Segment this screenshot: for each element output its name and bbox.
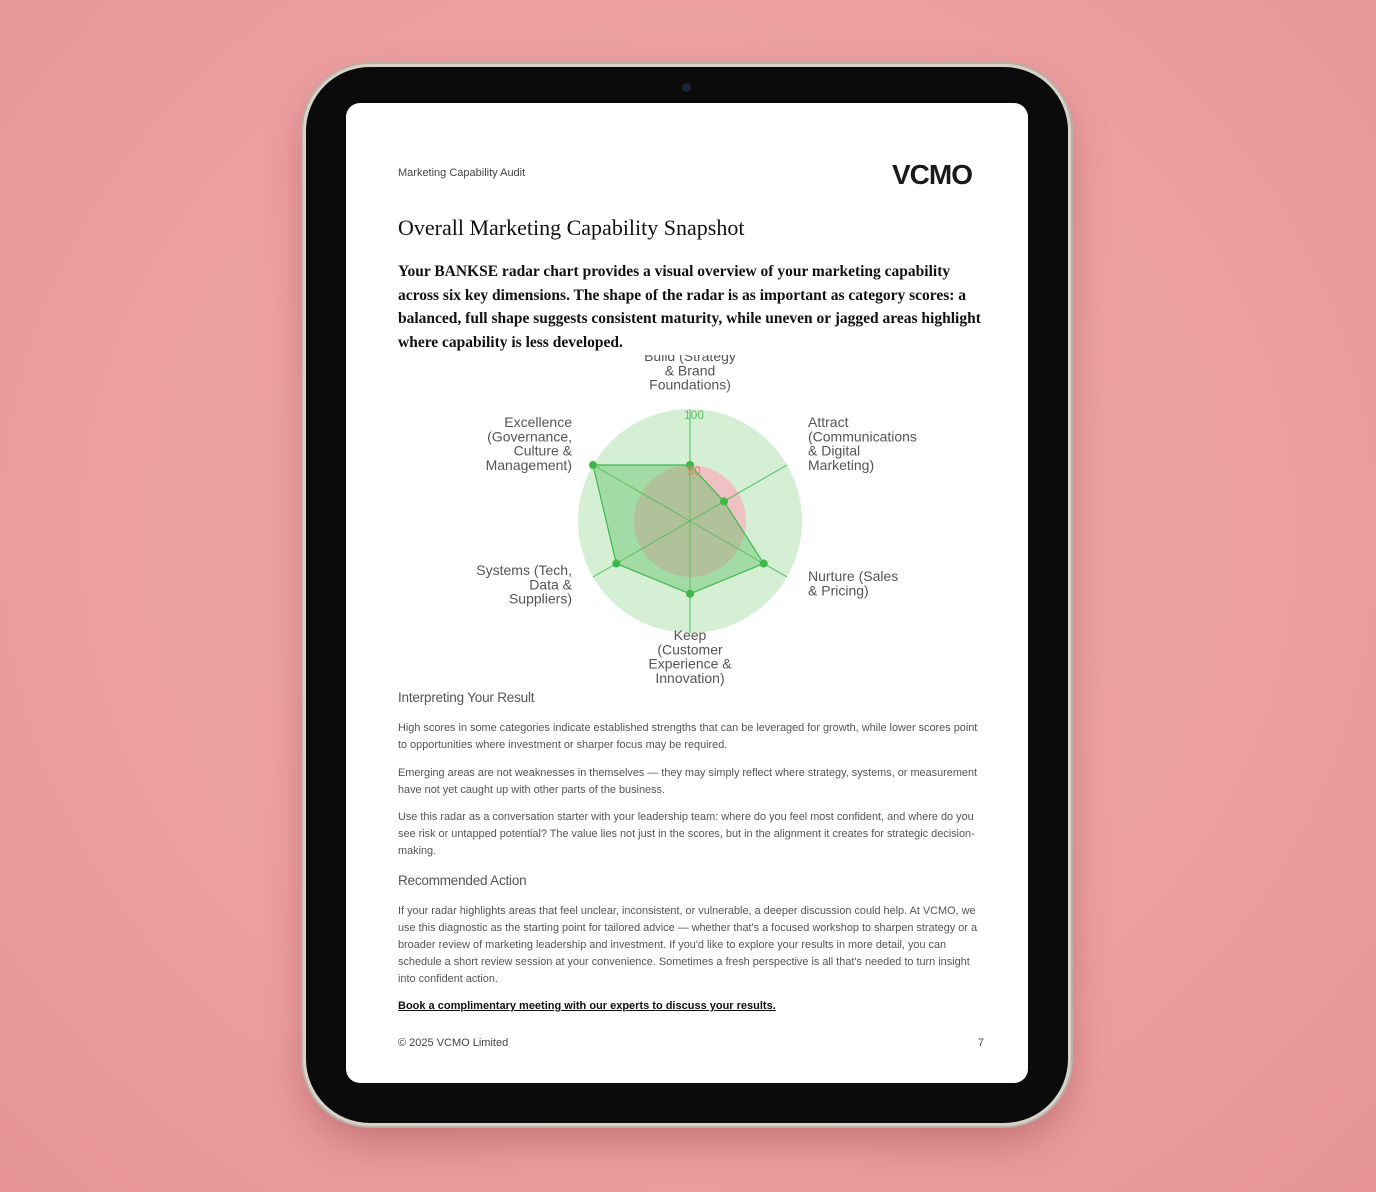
radar-point [760,560,768,568]
radar-point [589,461,597,469]
radar-chart-svg [446,355,946,707]
book-meeting-link[interactable]: Book a complimentary meeting with our experts to discuss your results. [398,1000,776,1012]
radar-axis-label: Build (Strategy & Brand Foundations) [644,355,736,393]
interpreting-paragraph-2: Emerging areas are not weaknesses in themselves — they may simply reflect where strategy, systems, or measurement have not yet caught up with other parts of the business. [398,767,978,796]
recommended-paragraph: If your radar highlights areas that feel unclear, inconsistent, or vulnerable, a deeper discussion could help. At VCMO, we use this diagnostic as the starting point for tailored advice — whether that's a focused workshop to sharpen strategy or a broader review of marketing leadership and investment. If you'd like to explore your results in more detail, you can schedule a short review session at your convenience. Sometimes a fresh perspective is all that's needed to turn insight into confident action. [398,905,977,985]
radar-axis-label: Excellence (Governance, Culture & Management) [485,414,572,473]
radar-axis-label: Nurture (Sales & Pricing) [808,568,899,599]
vcmo-logo [892,159,972,191]
radar-axis-label: Systems (Tech, Data & Suppliers) [476,562,572,607]
front-camera [683,84,690,91]
radar-chart [446,355,946,707]
interpreting-paragraph-1: High scores in some categories indicate established strengths that can be leveraged for growth, while lower scores point to opportunities where investment or sharper focus may be required. [398,722,978,751]
intro-paragraph: Your BANKSE radar chart provides a visual overview of your marketing capability across six key dimensions. The shape of the radar is as important as category scores: a balanced, full shape suggests consistent maturity, while uneven or jagged areas highlight where capability is less developed. [398,263,981,352]
interpreting-heading: Interpreting Your Result [398,690,535,705]
radar-point [720,497,728,505]
radar-point [612,560,620,568]
radar-point [686,590,694,598]
radar-tick-label: 100 [683,408,705,422]
tablet-frame [306,67,1068,1123]
document-header-label: Marketing Capability Audit [398,167,526,179]
radar-tick-label: 50 [687,464,701,478]
radar-axis-label: Attract (Communications & Digital Marketing) [808,414,917,473]
logo-text: VCMO [892,159,972,190]
footer-copyright: © 2025 VCMO Limited [398,1037,509,1049]
page-number: 7 [977,1037,984,1049]
page-title: Overall Marketing Capability Snapshot [398,215,745,240]
interpreting-paragraph-3: Use this radar as a conversation starter with your leadership team: where do you feel most confident, and where do you see risk or untapped potential? The value lies not just in the scores, but in the alignment it creates for strategic decision-making. [398,811,975,857]
radar-axis-label: Keep (Customer Experience & Innovation) [648,627,732,686]
recommended-heading: Recommended Action [398,873,527,888]
document-page [346,103,1028,1083]
